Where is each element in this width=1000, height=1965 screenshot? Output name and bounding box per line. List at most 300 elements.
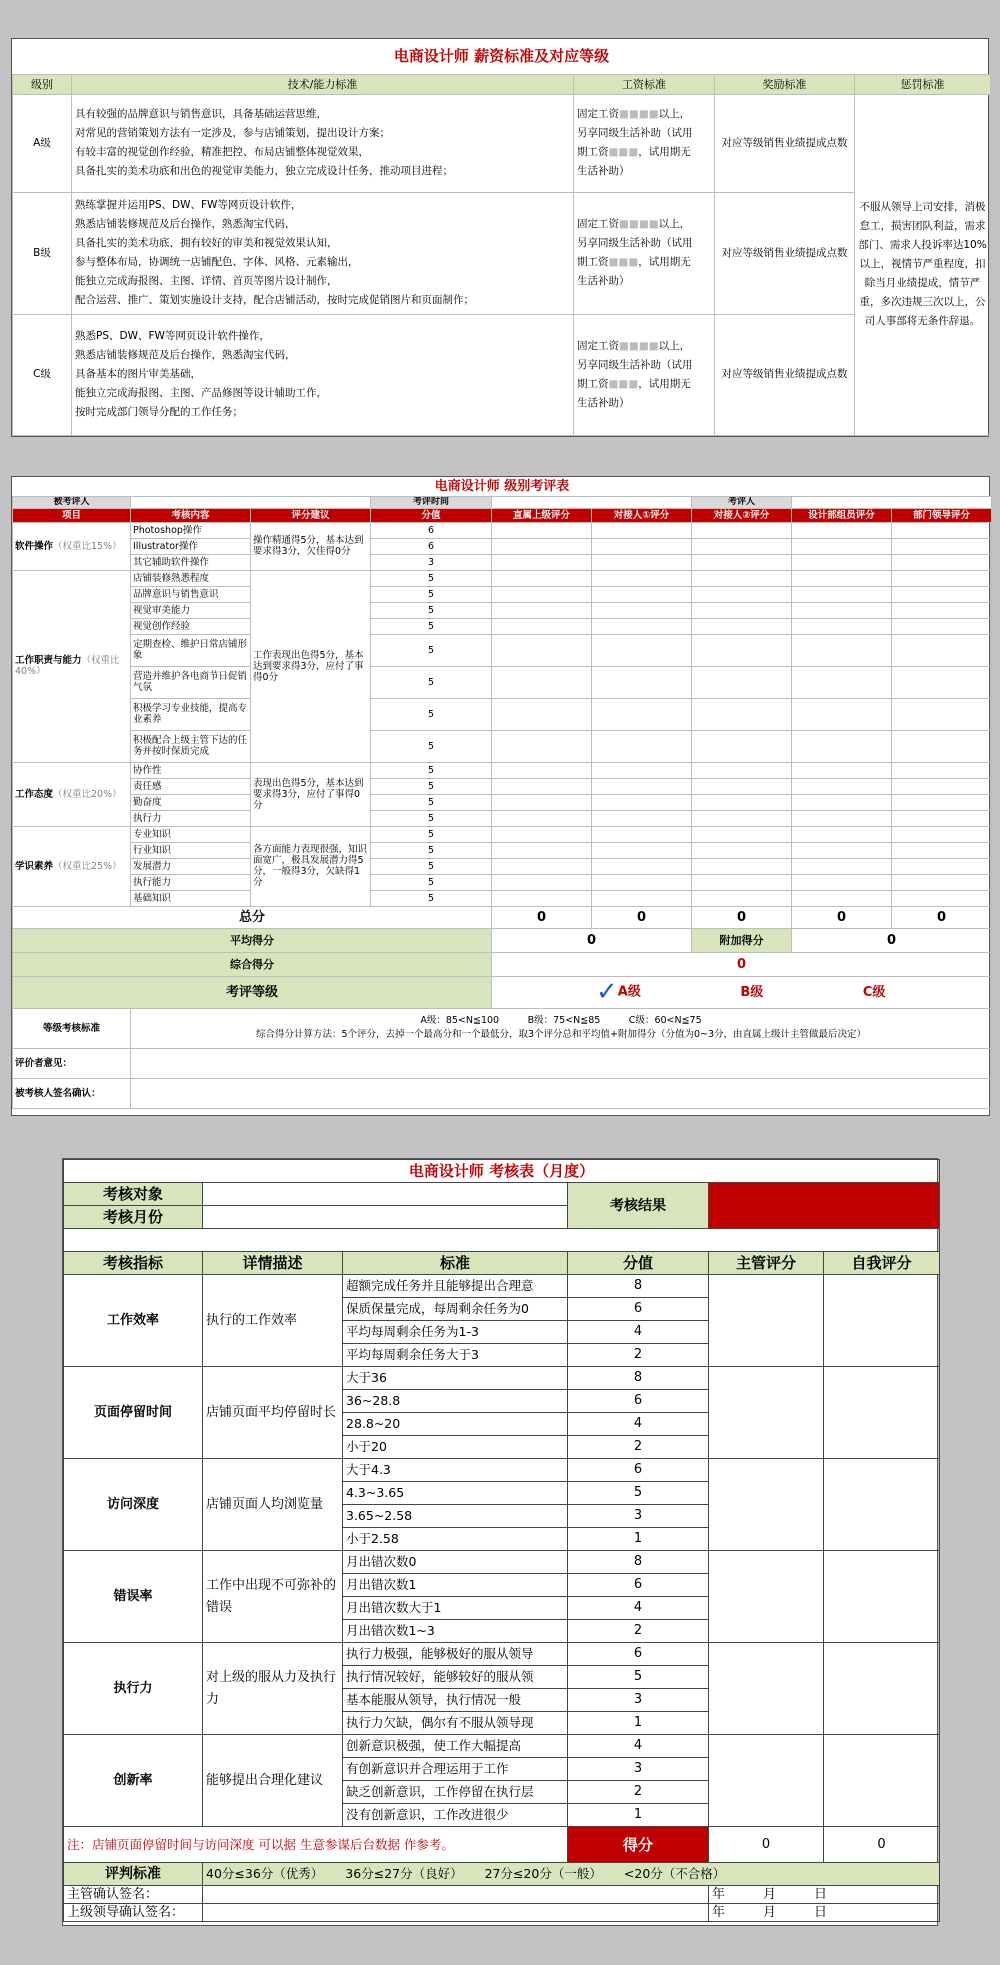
eval-time-value[interactable]	[492, 496, 692, 508]
detail-cell: 执行的工作效率	[203, 1275, 343, 1367]
eval-row	[13, 794, 992, 810]
score-cell: 5	[371, 602, 492, 618]
rating-input-cell[interactable]	[892, 586, 992, 602]
salary-cell: 固定工资■■■■以上， 另享同级生活补助（试用 期工资■■■，试用期无 生活补助）	[574, 94, 715, 192]
rating-input-cell[interactable]	[492, 810, 592, 826]
supervisor-score-field[interactable]	[709, 1735, 824, 1827]
content-cell: 发展潜力	[131, 858, 251, 874]
total-cell: 0	[792, 906, 892, 928]
salary-standard-sheet	[11, 38, 989, 437]
evaluation-table	[12, 477, 992, 1109]
points-cell: 3	[568, 1505, 709, 1528]
content-cell: 视觉创作经验	[131, 618, 251, 634]
rating-input-cell[interactable]	[592, 826, 692, 842]
rating-input-cell[interactable]	[592, 778, 692, 794]
rating-input-cell[interactable]	[692, 618, 792, 634]
rating-input-cell[interactable]	[792, 618, 892, 634]
points-cell: 3	[568, 1758, 709, 1781]
assessment-row	[64, 1459, 940, 1482]
content-cell: 行业知识	[131, 842, 251, 858]
eval-row	[13, 890, 992, 906]
grade-b[interactable]: B级	[740, 984, 764, 1000]
eval-row	[13, 570, 992, 586]
col-contact1: 对接人①评分	[592, 508, 692, 522]
rating-input-cell[interactable]	[692, 858, 792, 874]
content-cell: 营造并维护各电商节日促销气氛	[131, 666, 251, 698]
points-cell: 1	[568, 1528, 709, 1551]
eval-time-label: 考评时间	[371, 496, 492, 508]
rating-input-cell[interactable]	[892, 634, 992, 666]
content-cell: Illustrator操作	[131, 538, 251, 554]
rating-input-cell[interactable]	[592, 602, 692, 618]
points-cell: 8	[568, 1367, 709, 1390]
rating-input-cell[interactable]	[892, 858, 992, 874]
score-cell: 5	[371, 842, 492, 858]
score-cell: 5	[371, 762, 492, 778]
rating-input-cell[interactable]	[792, 634, 892, 666]
rating-input-cell[interactable]	[792, 858, 892, 874]
rating-input-cell[interactable]	[692, 634, 792, 666]
score-cell: 6	[371, 538, 492, 554]
standard-label: 等级考核标准	[13, 1008, 131, 1048]
rating-input-cell[interactable]	[492, 762, 592, 778]
monthly-table	[63, 1159, 940, 1922]
points-cell: 4	[568, 1735, 709, 1758]
evaluator-value[interactable]	[792, 496, 992, 508]
points-cell: 8	[568, 1275, 709, 1298]
evaluation-title: 电商设计师 级别考评表	[434, 478, 570, 494]
detail-cell: 店铺页面平均停留时长	[203, 1367, 343, 1459]
supervisor-score-field[interactable]	[709, 1459, 824, 1551]
standard-cell: 28.8~20	[343, 1413, 568, 1436]
project-cell: 学识素养（权重比25%）	[13, 826, 131, 906]
rating-input-cell[interactable]	[492, 522, 592, 538]
eval-row	[13, 554, 992, 570]
supervisor-score-field[interactable]	[709, 1275, 824, 1367]
skills-cell: 具有较强的品牌意识与销售意识，具备基础运营思维， 对常见的营销策划方法有一定涉及，参与店铺策划，提出设计方案； 有较丰富的视觉创作经验，精准把控、布局店铺整体视觉效果， 具备扎实的美术功底和出色的视觉审美能力，独立完成设计任务，推动项目进程；	[72, 94, 574, 192]
rating-input-cell[interactable]	[692, 874, 792, 890]
score-cell: 5	[371, 826, 492, 842]
evaluator-label: 考评人	[692, 496, 792, 508]
col-self-score: 自我评分	[824, 1252, 940, 1275]
rating-input-cell[interactable]	[492, 634, 592, 666]
rating-input-cell[interactable]	[892, 826, 992, 842]
score-cell: 5	[371, 618, 492, 634]
eval-row	[13, 762, 992, 778]
rating-input-cell[interactable]	[592, 810, 692, 826]
rating-input-cell[interactable]	[492, 778, 592, 794]
total-cell: 0	[492, 906, 592, 928]
check-icon: ✓	[596, 977, 618, 1007]
rating-input-cell[interactable]	[792, 538, 892, 554]
content-cell: 定期查检、维护日常店铺形象	[131, 634, 251, 666]
indicator-cell: 工作效率	[64, 1275, 203, 1367]
rating-input-cell[interactable]	[692, 522, 792, 538]
rating-input-cell[interactable]	[892, 570, 992, 586]
evaluatee-label: 被考评人	[13, 496, 131, 508]
standard-cell: 基本能服从领导，执行情况一般	[343, 1689, 568, 1712]
rating-input-cell[interactable]	[892, 762, 992, 778]
rating-input-cell[interactable]	[592, 522, 692, 538]
content-cell: 责任感	[131, 778, 251, 794]
rating-input-cell[interactable]	[592, 554, 692, 570]
grade-options	[492, 976, 992, 1008]
grade-label: 考评等级	[13, 976, 492, 1008]
rating-input-cell[interactable]	[492, 666, 592, 698]
opinion-field[interactable]	[131, 1048, 992, 1078]
rating-input-cell[interactable]	[592, 666, 692, 698]
score-cell: 5	[371, 730, 492, 762]
score-cell: 6	[371, 522, 492, 538]
standard-cell: 平均每周剩余任务大于3	[343, 1344, 568, 1367]
average-value: 0	[492, 928, 692, 952]
col-leader: 部门领导评分	[892, 508, 992, 522]
rating-input-cell[interactable]	[892, 698, 992, 730]
rating-input-cell[interactable]	[492, 538, 592, 554]
rating-input-cell[interactable]	[492, 826, 592, 842]
rating-input-cell[interactable]	[892, 874, 992, 890]
content-cell: 勤奋度	[131, 794, 251, 810]
indicator-cell: 错误率	[64, 1551, 203, 1643]
rating-input-cell[interactable]	[692, 826, 792, 842]
rating-input-cell[interactable]	[492, 586, 592, 602]
standard-cell: 月出错次数0	[343, 1551, 568, 1574]
rating-input-cell[interactable]	[792, 554, 892, 570]
indicator-cell: 执行力	[64, 1643, 203, 1735]
total-cell: 0	[592, 906, 692, 928]
col-team: 设计部组员评分	[792, 508, 892, 522]
rule-cell: 表现出色得5分，基本达到要求得3分，应付了事得0分	[251, 762, 371, 826]
grade-c[interactable]: C级	[862, 984, 886, 1000]
eval-row	[13, 634, 992, 666]
rating-input-cell[interactable]	[692, 586, 792, 602]
standard-cell: 月出错次数大于1	[343, 1597, 568, 1620]
points-cell: 4	[568, 1597, 709, 1620]
rating-input-cell[interactable]	[692, 666, 792, 698]
rating-input-cell[interactable]	[692, 730, 792, 762]
rule-cell: 操作精通得5分，基本达到要求得3分，欠佳得0分	[251, 522, 371, 570]
monthly-title: 电商设计师 考核表（月度）	[64, 1160, 940, 1183]
points-cell: 1	[568, 1712, 709, 1735]
eval-row	[13, 778, 992, 794]
rating-input-cell[interactable]	[492, 858, 592, 874]
rating-input-cell[interactable]	[792, 842, 892, 858]
supervisor-score-field[interactable]	[709, 1367, 824, 1459]
rating-input-cell[interactable]	[792, 570, 892, 586]
rating-input-cell[interactable]	[592, 890, 692, 906]
standard-cell: 大于4.3	[343, 1459, 568, 1482]
score-cell: 5	[371, 666, 492, 698]
supervisor-date[interactable]: 年 月 日	[709, 1886, 940, 1904]
sign-label: 被考核人签名确认：	[13, 1078, 131, 1108]
rating-input-cell[interactable]	[892, 666, 992, 698]
rating-input-cell[interactable]	[592, 842, 692, 858]
rating-input-cell[interactable]	[692, 570, 792, 586]
rating-input-cell[interactable]	[592, 538, 692, 554]
score-cell: 5	[371, 858, 492, 874]
salary-table	[12, 39, 991, 436]
rating-input-cell[interactable]	[592, 858, 692, 874]
rating-input-cell[interactable]	[792, 698, 892, 730]
project-cell: 工作职责与能力（权重比40%）	[13, 570, 131, 762]
rating-input-cell[interactable]	[692, 538, 792, 554]
standard-cell: 超额完成任务并且能够提出合理意	[343, 1275, 568, 1298]
rating-input-cell[interactable]	[892, 538, 992, 554]
rating-input-cell[interactable]	[492, 618, 592, 634]
score-cell: 5	[371, 698, 492, 730]
rating-input-cell[interactable]	[692, 810, 792, 826]
month-field[interactable]	[203, 1206, 568, 1229]
content-cell: 积极学习专业技能，提高专业素养	[131, 698, 251, 730]
rating-input-cell[interactable]	[592, 874, 692, 890]
rating-input-cell[interactable]	[692, 602, 792, 618]
eval-row	[13, 858, 992, 874]
rating-input-cell[interactable]	[892, 778, 992, 794]
points-cell: 2	[568, 1436, 709, 1459]
standard-cell: 有创新意识并合理运用于工作	[343, 1758, 568, 1781]
object-field[interactable]	[203, 1183, 568, 1206]
rating-input-cell[interactable]	[492, 602, 592, 618]
rating-input-cell[interactable]	[892, 794, 992, 810]
detail-cell: 工作中出现不可弥补的错误	[203, 1551, 343, 1643]
standard-cell: 月出错次数1	[343, 1574, 568, 1597]
rating-input-cell[interactable]	[492, 874, 592, 890]
extra-label: 附加得分	[692, 928, 792, 952]
rating-input-cell[interactable]	[592, 618, 692, 634]
points-cell: 6	[568, 1390, 709, 1413]
rating-input-cell[interactable]	[792, 666, 892, 698]
col-indicator: 考核指标	[64, 1252, 203, 1275]
eval-row	[13, 538, 992, 554]
project-cell: 软件操作（权重比15%）	[13, 522, 131, 570]
rating-input-cell[interactable]	[592, 570, 692, 586]
points-cell: 6	[568, 1574, 709, 1597]
rating-input-cell[interactable]	[692, 762, 792, 778]
level-evaluation-sheet	[11, 476, 990, 1116]
evaluatee-value[interactable]	[131, 496, 371, 508]
skills-cell: 熟练掌握并运用PS、DW、FW等网页设计软件， 熟悉店铺装修规范及后台操作，熟悉淘宝代码， 具备扎实的美术功底，拥有较好的审美和视觉效果认知， 参与整体布局，协调统一店铺配色、字体、风格、元素输出， 能独立完成海报图、主图、详情、首页等图片设计制作， 配合运营、推广、策划实施设计支持，配合店铺活动，按时完成促销图片和页面制作；	[72, 192, 574, 314]
rating-input-cell[interactable]	[792, 586, 892, 602]
supervisor-score-field[interactable]	[709, 1551, 824, 1643]
points-cell: 8	[568, 1551, 709, 1574]
rating-input-cell[interactable]	[792, 762, 892, 778]
rating-input-cell[interactable]	[492, 794, 592, 810]
assessment-row	[64, 1367, 940, 1390]
rating-input-cell[interactable]	[792, 826, 892, 842]
score-cell: 5	[371, 890, 492, 906]
leader-sign-label: 上级领导确认签名：	[64, 1904, 203, 1922]
rating-input-cell[interactable]	[792, 890, 892, 906]
rating-input-cell[interactable]	[792, 522, 892, 538]
rating-input-cell[interactable]	[792, 602, 892, 618]
self-score-field[interactable]	[824, 1275, 940, 1367]
sign-field[interactable]	[131, 1078, 992, 1108]
standard-cell: 月出错次数1~3	[343, 1620, 568, 1643]
col-supervisor: 直属上级评分	[492, 508, 592, 522]
rating-input-cell[interactable]	[892, 842, 992, 858]
content-cell: 视觉审美能力	[131, 602, 251, 618]
object-label: 考核对象	[64, 1183, 203, 1206]
points-cell: 3	[568, 1689, 709, 1712]
leader-sign-field[interactable]	[203, 1904, 709, 1922]
standard-cell: 执行力欠缺，偶尔有不服从领导现	[343, 1712, 568, 1735]
rating-input-cell[interactable]	[592, 698, 692, 730]
rating-input-cell[interactable]	[492, 554, 592, 570]
content-cell: 执行能力	[131, 874, 251, 890]
rating-input-cell[interactable]	[892, 522, 992, 538]
score-cell: 5	[371, 586, 492, 602]
rating-input-cell[interactable]	[792, 874, 892, 890]
points-cell: 6	[568, 1298, 709, 1321]
detail-cell: 对上级的服从力及执行力	[203, 1643, 343, 1735]
rating-input-cell[interactable]	[592, 634, 692, 666]
standard-cell: 缺乏创新意识，工作停留在执行层	[343, 1781, 568, 1804]
assessment-row	[64, 1643, 940, 1666]
supervisor-score-field[interactable]	[709, 1643, 824, 1735]
rating-input-cell[interactable]	[892, 810, 992, 826]
score-label: 得分	[568, 1827, 709, 1863]
leader-date[interactable]: 年 月 日	[709, 1904, 940, 1922]
self-score-field[interactable]	[824, 1551, 940, 1643]
eval-row	[13, 826, 992, 842]
assessment-row	[64, 1275, 940, 1298]
rating-input-cell[interactable]	[592, 762, 692, 778]
score-cell: 5	[371, 874, 492, 890]
level-cell: A级	[13, 94, 72, 192]
salary-cell: 固定工资■■■■以上， 另享同级生活补助（试用 期工资■■■，试用期无 生活补助）	[574, 192, 715, 314]
grade-a[interactable]: A级	[617, 984, 641, 1000]
points-cell: 5	[568, 1482, 709, 1505]
rating-input-cell[interactable]	[792, 810, 892, 826]
content-cell: 积极配合上级主管下达的任务并按时保质完成	[131, 730, 251, 762]
eval-row	[13, 522, 992, 538]
penalty-cell: 不服从领导上司安排，消极怠工，损害团队利益，需求部门、需求人投诉率达10%以上，视情节严重程度，扣除当月业绩提成，情节严重，多次违规三次以上，公司人事部将无条件辞退。	[855, 94, 991, 435]
points-cell: 4	[568, 1413, 709, 1436]
rating-input-cell[interactable]	[492, 890, 592, 906]
rating-input-cell[interactable]	[492, 730, 592, 762]
rating-input-cell[interactable]	[692, 890, 792, 906]
level-cell: C级	[13, 314, 72, 435]
rating-input-cell[interactable]	[492, 570, 592, 586]
extra-value: 0	[792, 928, 992, 952]
rule-cell: 工作表现出色得5分，基本达到要求得3分，应付了事得0分	[251, 570, 371, 762]
content-cell: 品牌意识与销售意识	[131, 586, 251, 602]
standard-cell: 36~28.8	[343, 1390, 568, 1413]
indicator-cell: 页面停留时间	[64, 1367, 203, 1459]
result-field[interactable]	[709, 1183, 940, 1229]
points-cell: 2	[568, 1781, 709, 1804]
reward-cell: 对应等级销售业绩提成点数	[715, 314, 855, 435]
assessment-row	[64, 1551, 940, 1574]
rating-input-cell[interactable]	[692, 842, 792, 858]
standard-text: A级：85<N≦100 B级：75<N≦85 C级：60<N≦75 综合得分计算方法：5个评分，去掉一个最高分和一个最低分，取3个评分总和平均值+附加得分（分值为0~3分，由直属上级计主管做最后决定）	[131, 1008, 992, 1048]
col-contact2: 对接人②评分	[692, 508, 792, 522]
rating-input-cell[interactable]	[892, 890, 992, 906]
self-score-field[interactable]	[824, 1459, 940, 1551]
rating-input-cell[interactable]	[692, 794, 792, 810]
points-cell: 5	[568, 1666, 709, 1689]
composite-label: 综合得分	[13, 952, 492, 976]
self-score-field[interactable]	[824, 1643, 940, 1735]
composite-value: 0	[492, 952, 992, 976]
rating-input-cell[interactable]	[892, 602, 992, 618]
score-self: 0	[824, 1827, 940, 1863]
self-score-field[interactable]	[824, 1367, 940, 1459]
rating-input-cell[interactable]	[892, 554, 992, 570]
header-penalty: 惩罚标准	[855, 74, 991, 94]
score-supervisor: 0	[709, 1827, 824, 1863]
content-cell: 其它辅助软件操作	[131, 554, 251, 570]
eval-row	[13, 618, 992, 634]
points-cell: 6	[568, 1459, 709, 1482]
col-standard: 标准	[343, 1252, 568, 1275]
rating-input-cell[interactable]	[792, 778, 892, 794]
eval-row	[13, 730, 992, 762]
total-cell: 0	[892, 906, 992, 928]
indicator-cell: 访问深度	[64, 1459, 203, 1551]
monthly-assessment-sheet	[62, 1158, 938, 1926]
content-cell: 执行力	[131, 810, 251, 826]
skills-cell: 熟悉PS、DW、FW等网页设计软件操作， 熟悉店铺装修规范及后台操作，熟悉淘宝代码， 具备基本的图片审美基础， 能独立完成海报图、主图、产品修图等设计辅助工作， 按时完成部门领导分配的工作任务；	[72, 314, 574, 435]
rating-input-cell[interactable]	[692, 698, 792, 730]
col-detail: 详情描述	[203, 1252, 343, 1275]
rating-input-cell[interactable]	[892, 730, 992, 762]
content-cell: 基础知识	[131, 890, 251, 906]
rating-input-cell[interactable]	[692, 778, 792, 794]
standard-cell: 保质保量完成，每周剩余任务为0	[343, 1298, 568, 1321]
rule-cell: 各方面能力表现很强，知识面宽广，极具发展潜力得5分，一般得3分，欠缺得1分	[251, 826, 371, 906]
rating-input-cell[interactable]	[692, 554, 792, 570]
standard-cell: 没有创新意识，工作改进很少	[343, 1804, 568, 1827]
eval-row	[13, 810, 992, 826]
salary-title: 电商设计师 薪资标准及对应等级	[13, 39, 991, 74]
header-skills: 技术/能力标准	[72, 74, 574, 94]
rating-input-cell[interactable]	[792, 794, 892, 810]
header-reward: 奖励标准	[715, 74, 855, 94]
average-label: 平均得分	[13, 928, 492, 952]
col-project: 项目	[13, 508, 131, 522]
content-cell: 店铺装修熟悉程度	[131, 570, 251, 586]
points-cell: 4	[568, 1321, 709, 1344]
eval-row	[13, 698, 992, 730]
detail-cell: 能够提出合理化建议	[203, 1735, 343, 1827]
rating-input-cell[interactable]	[592, 794, 692, 810]
score-cell: 5	[371, 778, 492, 794]
col-content: 考核内容	[131, 508, 251, 522]
rating-input-cell[interactable]	[592, 730, 692, 762]
content-cell: 专业知识	[131, 826, 251, 842]
eval-row	[13, 666, 992, 698]
eval-row	[13, 586, 992, 602]
self-score-field[interactable]	[824, 1735, 940, 1827]
rating-input-cell[interactable]	[592, 586, 692, 602]
reward-cell: 对应等级销售业绩提成点数	[715, 192, 855, 314]
supervisor-sign-field[interactable]	[203, 1886, 709, 1904]
standard-cell: 小于2.58	[343, 1528, 568, 1551]
header-salary: 工资标准	[574, 74, 715, 94]
rating-input-cell[interactable]	[892, 618, 992, 634]
eval-row	[13, 842, 992, 858]
total-label: 总分	[13, 906, 492, 928]
note-text: 注：店铺页面停留时间与访问深度 可以据 生意参谋后台数据 作参考。	[64, 1827, 568, 1863]
rating-input-cell[interactable]	[792, 730, 892, 762]
criteria-label: 评判标准	[64, 1863, 203, 1886]
result-label: 考核结果	[568, 1183, 709, 1229]
rating-input-cell[interactable]	[492, 842, 592, 858]
col-suggestion: 评分建议	[251, 508, 371, 522]
eval-row	[13, 874, 992, 890]
rating-input-cell[interactable]	[492, 698, 592, 730]
